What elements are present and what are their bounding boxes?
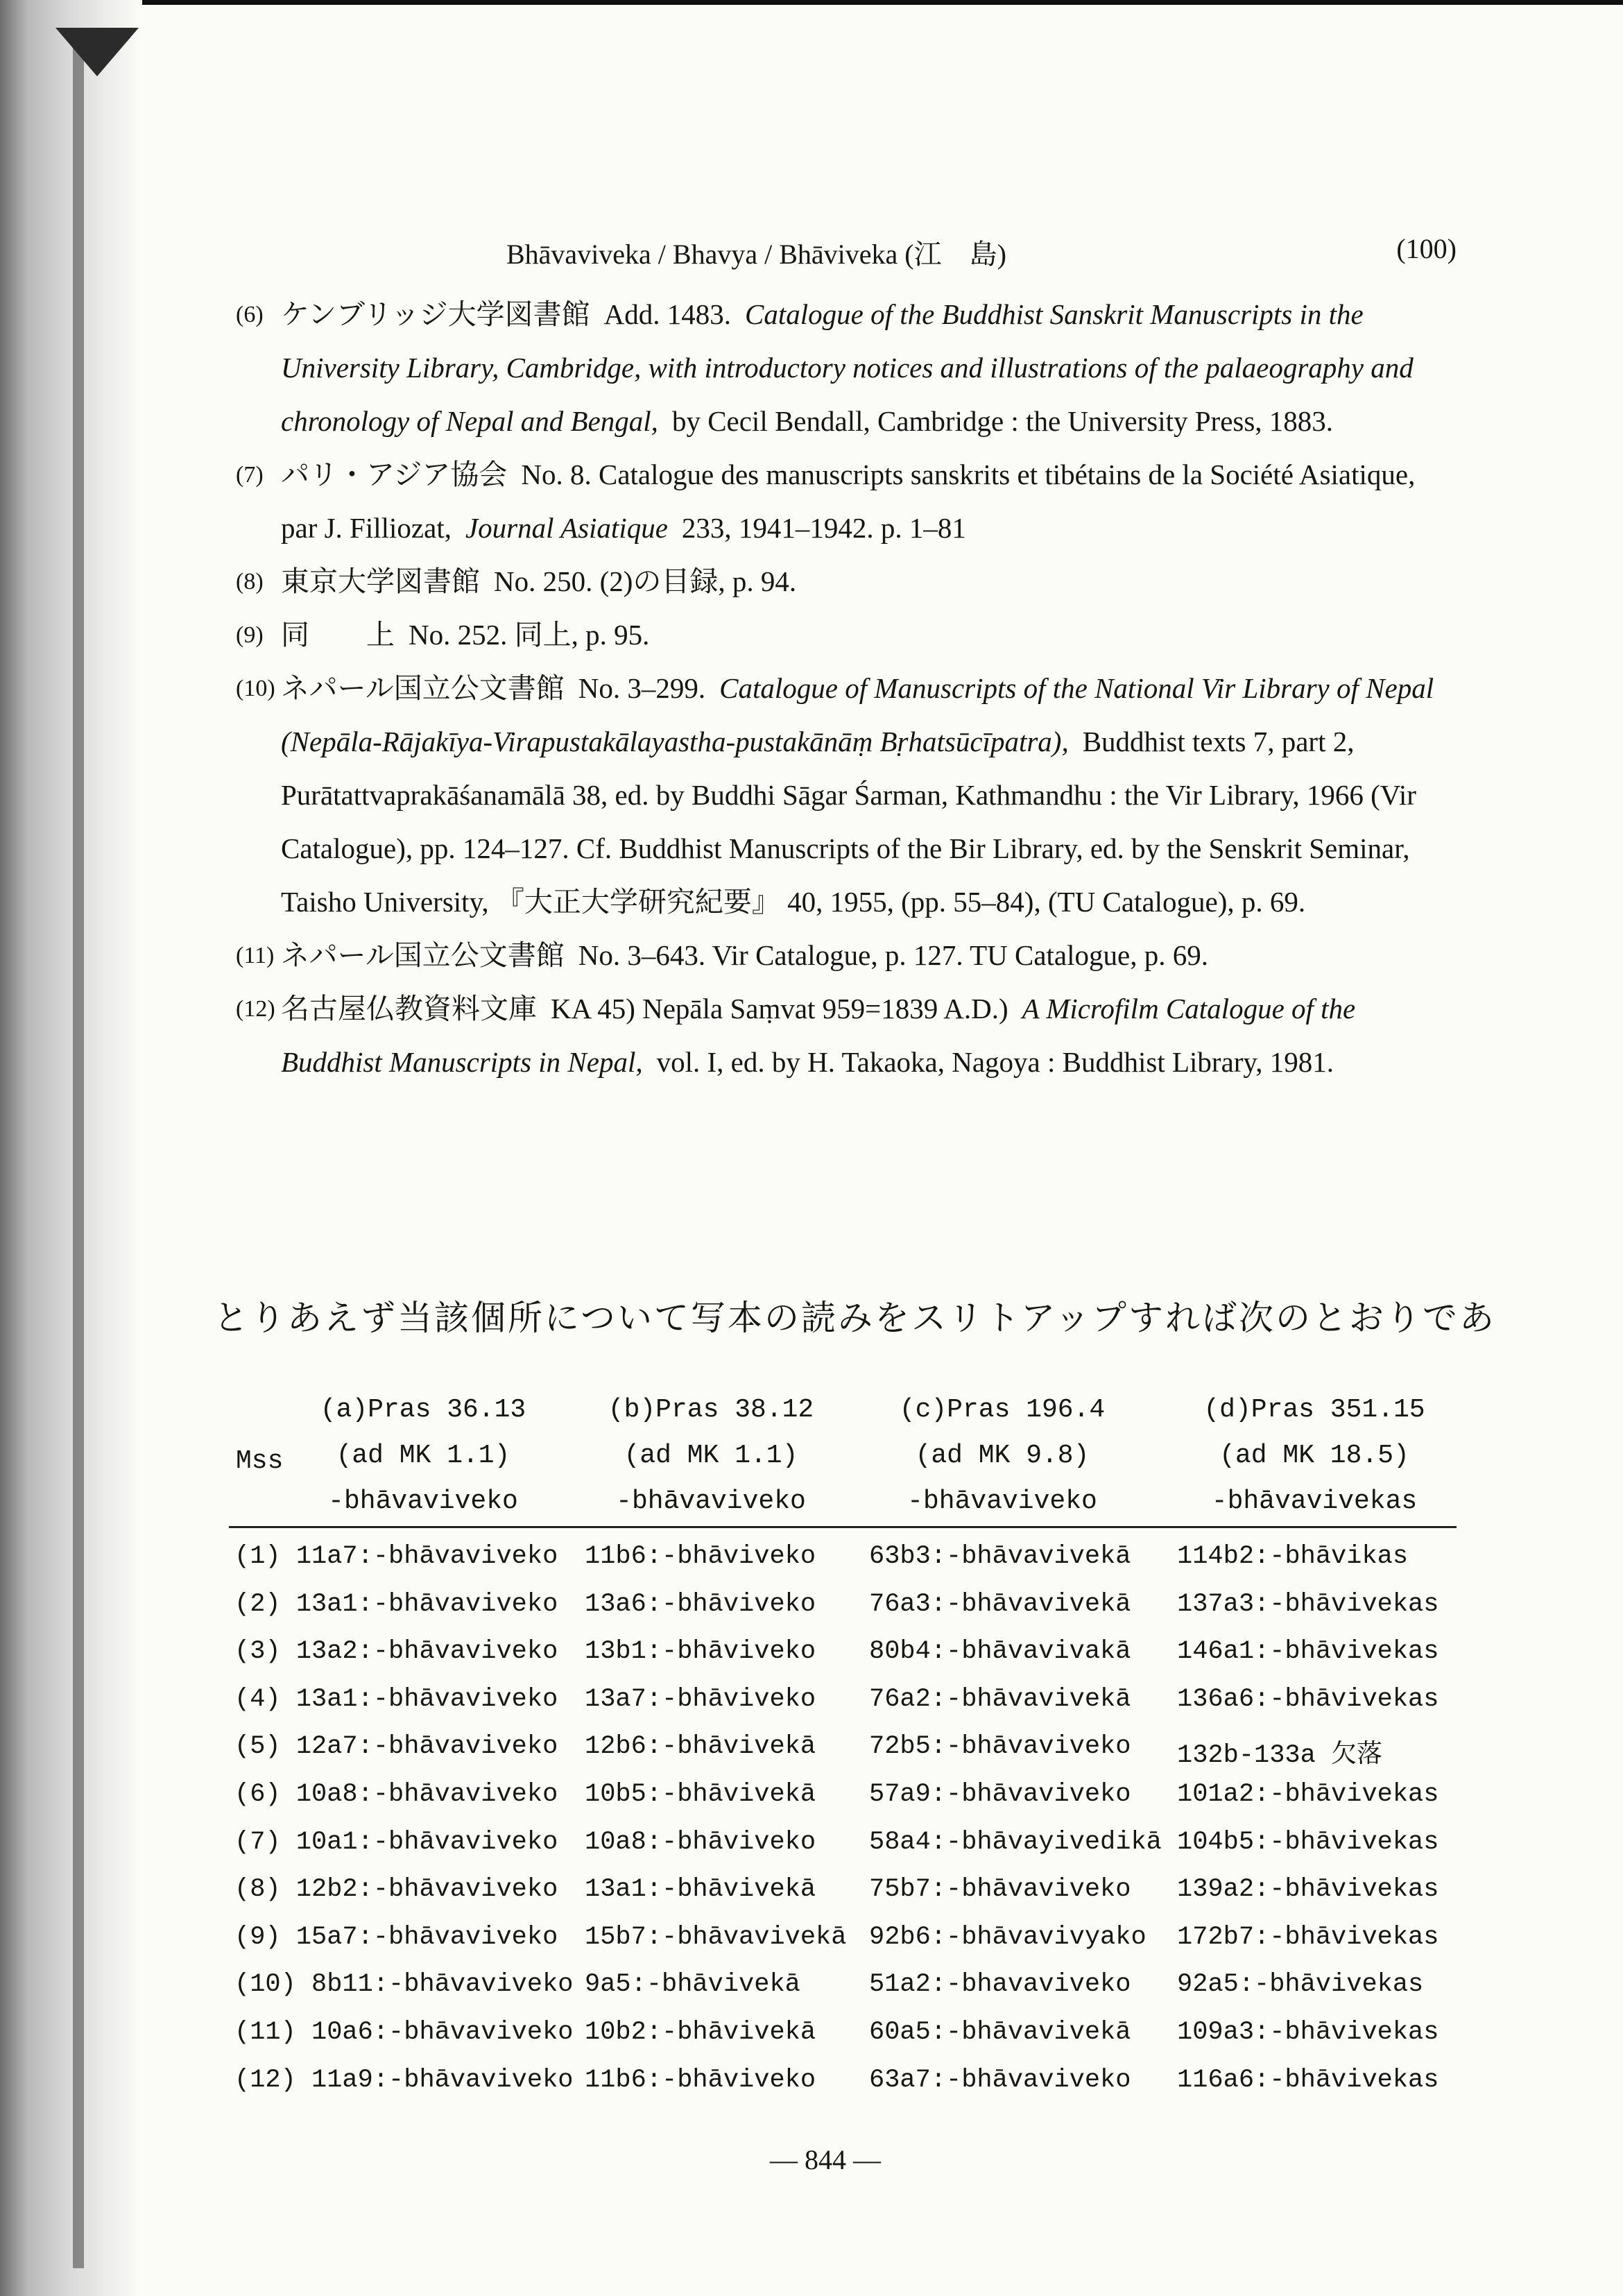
table-row	[229, 1862, 1457, 1910]
table-row	[229, 1957, 1457, 2005]
reference-text: No. 3–299.	[578, 672, 706, 704]
table-body	[229, 1530, 1457, 2100]
table-cell: (5) 12a7:-bhāvaviveko	[234, 1732, 558, 1762]
reference-library: ネパール国立公文書館	[281, 672, 565, 704]
table-cell: 114b2:-bhāvikas	[1177, 1542, 1409, 1571]
reference-library: パリ・アジア協会	[281, 459, 508, 490]
table-cell: (2) 13a1:-bhāvaviveko	[234, 1589, 558, 1619]
table-cell: 92a5:-bhāvivekas	[1177, 1970, 1424, 2000]
reference-title: A Microfilm Catalogue of the Buddhist Manuscripts in Nepal,	[281, 993, 1356, 1078]
table-cell: 13a7:-bhāviveko	[585, 1684, 816, 1714]
mss-column-label: Mss	[236, 1446, 284, 1476]
table-cell: 11b6:-bhāviveko	[585, 2065, 816, 2095]
table-cell: (4) 13a1:-bhāvaviveko	[234, 1684, 558, 1714]
reference-item	[236, 448, 1457, 555]
reference-number: (7)	[236, 462, 264, 488]
table-row	[229, 1767, 1457, 1815]
table-cell: 137a3:-bhāvivekas	[1177, 1589, 1439, 1619]
column-ad: (ad MK 1.1)	[336, 1441, 510, 1471]
reference-text: vol. I, ed. by H. Takaoka, Nagoya : Buddhist Library, 1981.	[656, 1046, 1334, 1078]
column-ref: (c)Pras 196.4	[899, 1395, 1106, 1425]
table-cell: 57a9:-bhāvaviveko	[869, 1779, 1131, 1809]
reference-library: ネパール国立公文書館	[281, 939, 565, 971]
table-cell: 109a3:-bhāvivekas	[1177, 2017, 1439, 2047]
table-cell: 139a2:-bhāvivekas	[1177, 1875, 1439, 1905]
table-header	[229, 1387, 1457, 1526]
table-cell: 76a2:-bhāvavivekā	[869, 1684, 1131, 1714]
reference-text: No. 250. (2)の目録, p. 94.	[494, 565, 797, 597]
reference-item	[236, 555, 1457, 608]
reference-item	[236, 982, 1457, 1089]
reference-number: (9)	[236, 622, 264, 648]
table-cell: 101a2:-bhāvivekas	[1177, 1779, 1439, 1809]
table-cell: 63b3:-bhāvavivekā	[869, 1542, 1131, 1571]
table-cell: (7) 10a1:-bhāvaviveko	[234, 1827, 558, 1857]
column-header-b	[579, 1387, 843, 1525]
table-cell: 80b4:-bhāvavivakā	[869, 1637, 1131, 1667]
table-cell: 116a6:-bhāvivekas	[1177, 2065, 1439, 2095]
reference-item	[236, 608, 1457, 662]
table-cell: 92b6:-bhāvavivyako	[869, 1922, 1147, 1952]
column-ad: (ad MK 9.8)	[915, 1441, 1090, 1471]
table-row	[229, 2053, 1457, 2101]
footnote-references	[236, 288, 1457, 1089]
table-cell: 12b6:-bhāvivekā	[585, 1732, 816, 1762]
table-cell: 9a5:-bhāvivekā	[585, 1970, 800, 2000]
page-footer: — 844 —	[770, 2144, 881, 2175]
table-cell: 104b5:-bhāvivekas	[1177, 1827, 1439, 1857]
table-cell: 11b6:-bhāviveko	[585, 1542, 816, 1571]
table-row	[229, 2005, 1457, 2053]
table-cell: 13a6:-bhāviveko	[585, 1589, 816, 1619]
reference-text: No. 252. 同上, p. 95.	[409, 619, 650, 651]
reference-text: 233, 1941–1942. p. 1–81	[681, 512, 966, 544]
binding-notch	[55, 28, 139, 76]
column-reading: -bhāvaviveko	[616, 1487, 806, 1516]
reference-text: Add. 1483.	[603, 298, 732, 330]
reference-number: (12)	[236, 996, 275, 1022]
reference-text: KA 45) Nepāla Saṃvat 959=1839 A.D.)	[551, 993, 1008, 1025]
table-cell: 10a8:-bhāviveko	[585, 1827, 816, 1857]
table-cell: 15b7:-bhāvavivekā	[585, 1922, 847, 1952]
table-row	[229, 1577, 1457, 1625]
reference-library: 同 上	[281, 619, 395, 651]
table-cell: 10b2:-bhāvivekā	[585, 2017, 816, 2047]
column-ad: (ad MK 18.5)	[1219, 1441, 1409, 1471]
table-cell: 58a4:-bhāvayivedikā	[869, 1827, 1162, 1857]
column-header-c	[870, 1387, 1134, 1525]
table-cell: (9) 15a7:-bhāvaviveko	[234, 1922, 558, 1952]
column-header-d	[1183, 1387, 1446, 1525]
table-cell: 146a1:-bhāvivekas	[1177, 1637, 1439, 1667]
table-cell: 75b7:-bhāvaviveko	[869, 1875, 1131, 1905]
table-cell: 63a7:-bhāvaviveko	[869, 2065, 1131, 2095]
column-ref: (d)Pras 351.15	[1203, 1395, 1425, 1425]
table-cell: 132b-133a 欠落	[1177, 1741, 1383, 1771]
reference-item	[236, 288, 1457, 448]
table-cell: (12) 11a9:-bhāvaviveko	[234, 2065, 574, 2095]
column-reading: -bhāvavivekas	[1211, 1487, 1418, 1516]
table-cell: 13a1:-bhāvivekā	[585, 1875, 816, 1905]
table-cell: 76a3:-bhāvavivekā	[869, 1589, 1131, 1619]
column-ref: (b)Pras 38.12	[608, 1395, 814, 1425]
table-cell: (1) 11a7:-bhāvaviveko	[234, 1542, 558, 1571]
table-cell: 172b7:-bhāvivekas	[1177, 1922, 1439, 1952]
table-row	[229, 1815, 1457, 1863]
reference-item	[236, 662, 1457, 929]
reference-title: Catalogue of Manuscripts of the National Vir Library of Nepal (Nepāla-Rājakīya-Virapustakālayastha-pustakānāṃ Bṛhatsūcīpatra),	[281, 672, 1434, 757]
scan-binding-shadow	[0, 0, 142, 2296]
reference-item	[236, 929, 1457, 982]
reference-text: by Cecil Bendall, Cambridge : the University Press, 1883.	[671, 405, 1334, 437]
table-row	[229, 1530, 1457, 1577]
column-header-a	[291, 1387, 555, 1525]
column-ad: (ad MK 1.1)	[624, 1441, 798, 1471]
reference-library: 名古屋仏教資料文庫	[281, 993, 537, 1025]
header-title: Bhāvaviveka / Bhavya / Bhāviveka (江 島)	[506, 239, 1006, 270]
reference-number: (10)	[236, 676, 275, 701]
column-reading: -bhāvaviveko	[907, 1487, 1097, 1516]
reference-number: (11)	[236, 943, 275, 968]
table-rule	[229, 1526, 1457, 1528]
reference-text: Buddhist texts 7, part 2, Purātattvaprakāśanamālā 38, ed. by Buddhi Sāgar Śarman, Kathmandhu : the Vir Library, 1966 (Vir Catalogue), pp. 124–127. Cf. Buddhist Manuscripts of the Bir Library, ed. by the Senskrit Seminar, Taisho University, 『大正大学研究紀要』 40, 1955, (pp. 55–84), (TU Catalogue), p. 69.	[281, 726, 1416, 918]
reference-number: (6)	[236, 302, 264, 327]
reference-text: No. 8. Catalogue des manuscripts sanskrits et tibétains de la Société Asiatique, par J. Filliozat,	[281, 459, 1416, 544]
table-cell: (6) 10a8:-bhāvaviveko	[234, 1779, 558, 1809]
binding-stripe	[73, 28, 84, 2268]
table-cell: 10b5:-bhāvivekā	[585, 1779, 816, 1809]
table-row	[229, 1720, 1457, 1771]
table-cell: 60a5:-bhāvavivekā	[869, 2017, 1131, 2047]
table-cell: (11) 10a6:-bhāvaviveko	[234, 2017, 574, 2047]
table-cell: (8) 12b2:-bhāvaviveko	[234, 1875, 558, 1905]
table-row	[229, 1672, 1457, 1720]
table-cell: 51a2:-bhavaviveko	[869, 1970, 1131, 2000]
table-cell: 13b1:-bhāviveko	[585, 1637, 816, 1667]
table-row	[229, 1625, 1457, 1672]
reference-number: (8)	[236, 569, 264, 594]
running-header	[506, 232, 1457, 274]
reference-text: No. 3–643. Vir Catalogue, p. 127. TU Catalogue, p. 69.	[578, 939, 1208, 971]
header-page-number: (100)	[1396, 233, 1457, 264]
column-reading: -bhāvaviveko	[328, 1487, 518, 1516]
reference-library: ケンブリッジ大学図書館	[281, 298, 590, 330]
reference-title: Journal Asiatique	[465, 512, 668, 544]
table-cell: (10) 8b11:-bhāvaviveko	[234, 1970, 574, 2000]
table-cell: 136a6:-bhāvivekas	[1177, 1684, 1439, 1714]
column-ref: (a)Pras 36.13	[320, 1395, 526, 1425]
scan-top-edge	[0, 0, 1623, 5]
table-cell: (3) 13a2:-bhāvaviveko	[234, 1637, 558, 1667]
reference-library: 東京大学図書館	[281, 565, 480, 597]
table-row	[229, 1910, 1457, 1958]
table-cell: 72b5:-bhāvaviveko	[869, 1732, 1131, 1762]
reference-title: Catalogue of the Buddhist Sanskrit Manuscripts in the University Library, Cambridge, with introductory notices and illustrations of the palaeography and chronology of Nepal and Bengal,	[281, 298, 1414, 437]
lead-paragraph: とりあえず当該個所について写本の読みをスリトアップすれば次のとおりであ	[214, 1299, 1496, 1337]
